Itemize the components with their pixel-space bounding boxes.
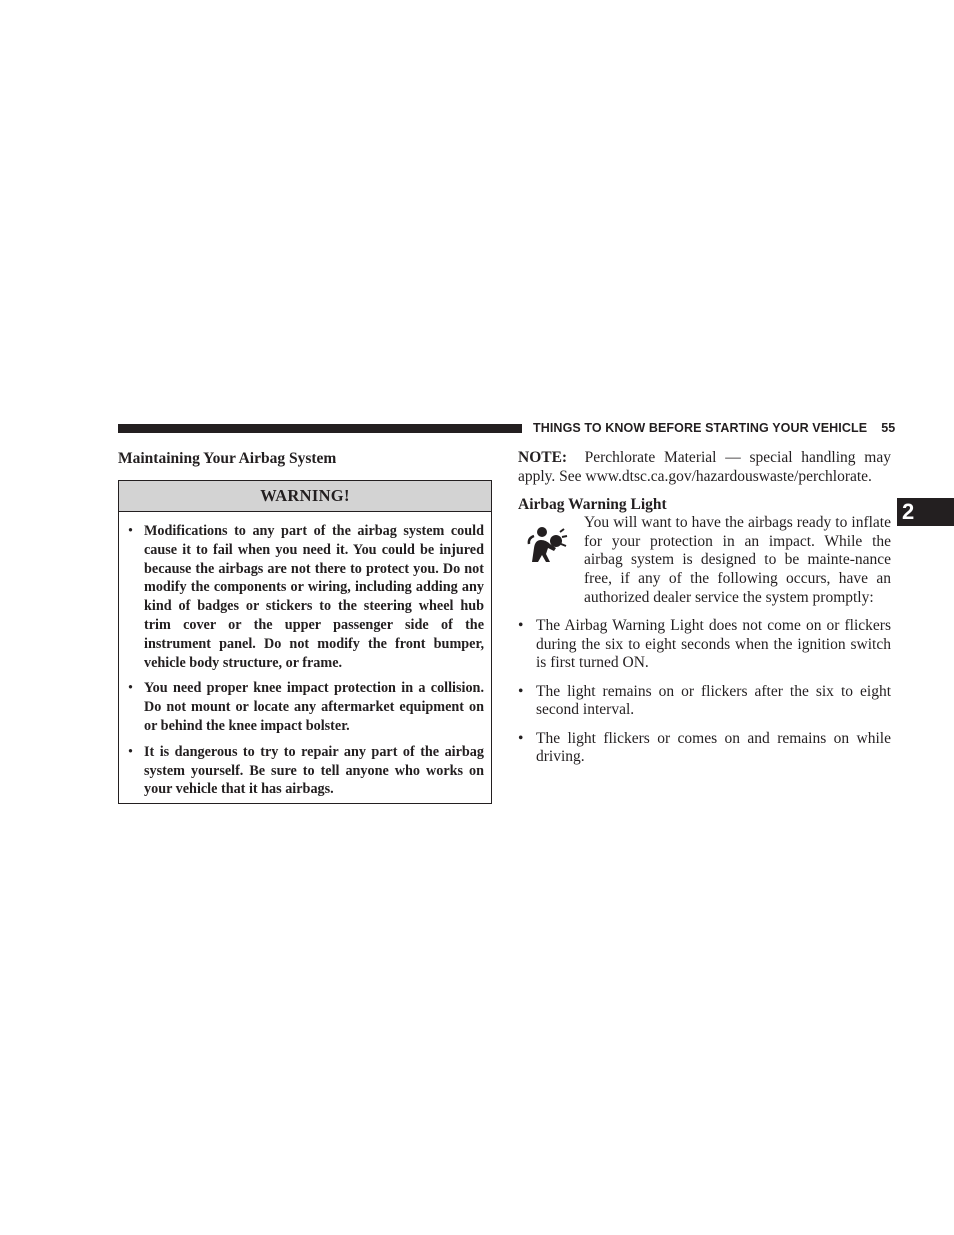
note-text: Perchlorate Material — special handling may apply. See www.dtsc.ca.gov/hazardouswaste/perchlorate.: [518, 449, 891, 485]
icon-float-spacer: [518, 514, 584, 589]
warning-list: [119, 512, 491, 799]
bullet-icon: •: [128, 523, 133, 539]
warning-item: • It is dangerous to try to repair any part of the airbag system yourself. Be sure to tell anyone who works on your vehicle that it has airbags.: [128, 743, 484, 798]
header-rule: [118, 424, 522, 433]
warning-box: [118, 480, 492, 804]
section-heading-maintaining: Maintaining Your Airbag System: [118, 450, 337, 467]
bullet-icon: •: [518, 617, 524, 634]
bullet-icon: •: [518, 729, 524, 747]
bullet-icon: •: [518, 682, 524, 700]
running-header: [533, 420, 896, 436]
page-number: 55: [881, 421, 896, 435]
warning-item: • Modifications to any part of the airbag system could cause it to fail when you need it. You could be injured because the airbags are not there to protect you. Do not modify the components or wiring, including adding any kind of badges or stickers to the steering wheel hub trim cover or the upper passenger side of the instrument panel. Do not modify the front bumper, vehicle body structure, or frame.: [128, 523, 484, 671]
header-title: THINGS TO KNOW BEFORE STARTING YOUR VEHICLE: [533, 421, 868, 435]
note-paragraph: [518, 449, 891, 486]
section-heading-warning-light: Airbag Warning Light: [518, 496, 667, 513]
chapter-tab: 2: [897, 498, 954, 526]
warning-item: • You need proper knee impact protection in a collision. Do not mount or locate any aftermarket equipment on or behind the knee impact bolster.: [128, 680, 484, 734]
bullet-icon: •: [128, 743, 133, 760]
list-item: • The light flickers or comes on and remains on while driving.: [518, 729, 891, 766]
list-item: • The light remains on or flickers after the six to eight second interval.: [518, 682, 891, 719]
intro-paragraph: You will want to have the airbags ready to inflate for your protection in an impact. While the airbag system is designed to be mainte-nance free, if any of the following occurs, have an authorized dealer service the system promptly:: [518, 514, 891, 608]
warning-title: WARNING!: [119, 481, 491, 512]
note-label: NOTE:: [518, 449, 568, 466]
bullet-icon: •: [128, 680, 133, 697]
airbag-light-list: [518, 617, 891, 776]
list-item: • The Airbag Warning Light does not come on or flickers during the six to eight seconds when the ignition switch is first turned ON.: [518, 617, 891, 672]
